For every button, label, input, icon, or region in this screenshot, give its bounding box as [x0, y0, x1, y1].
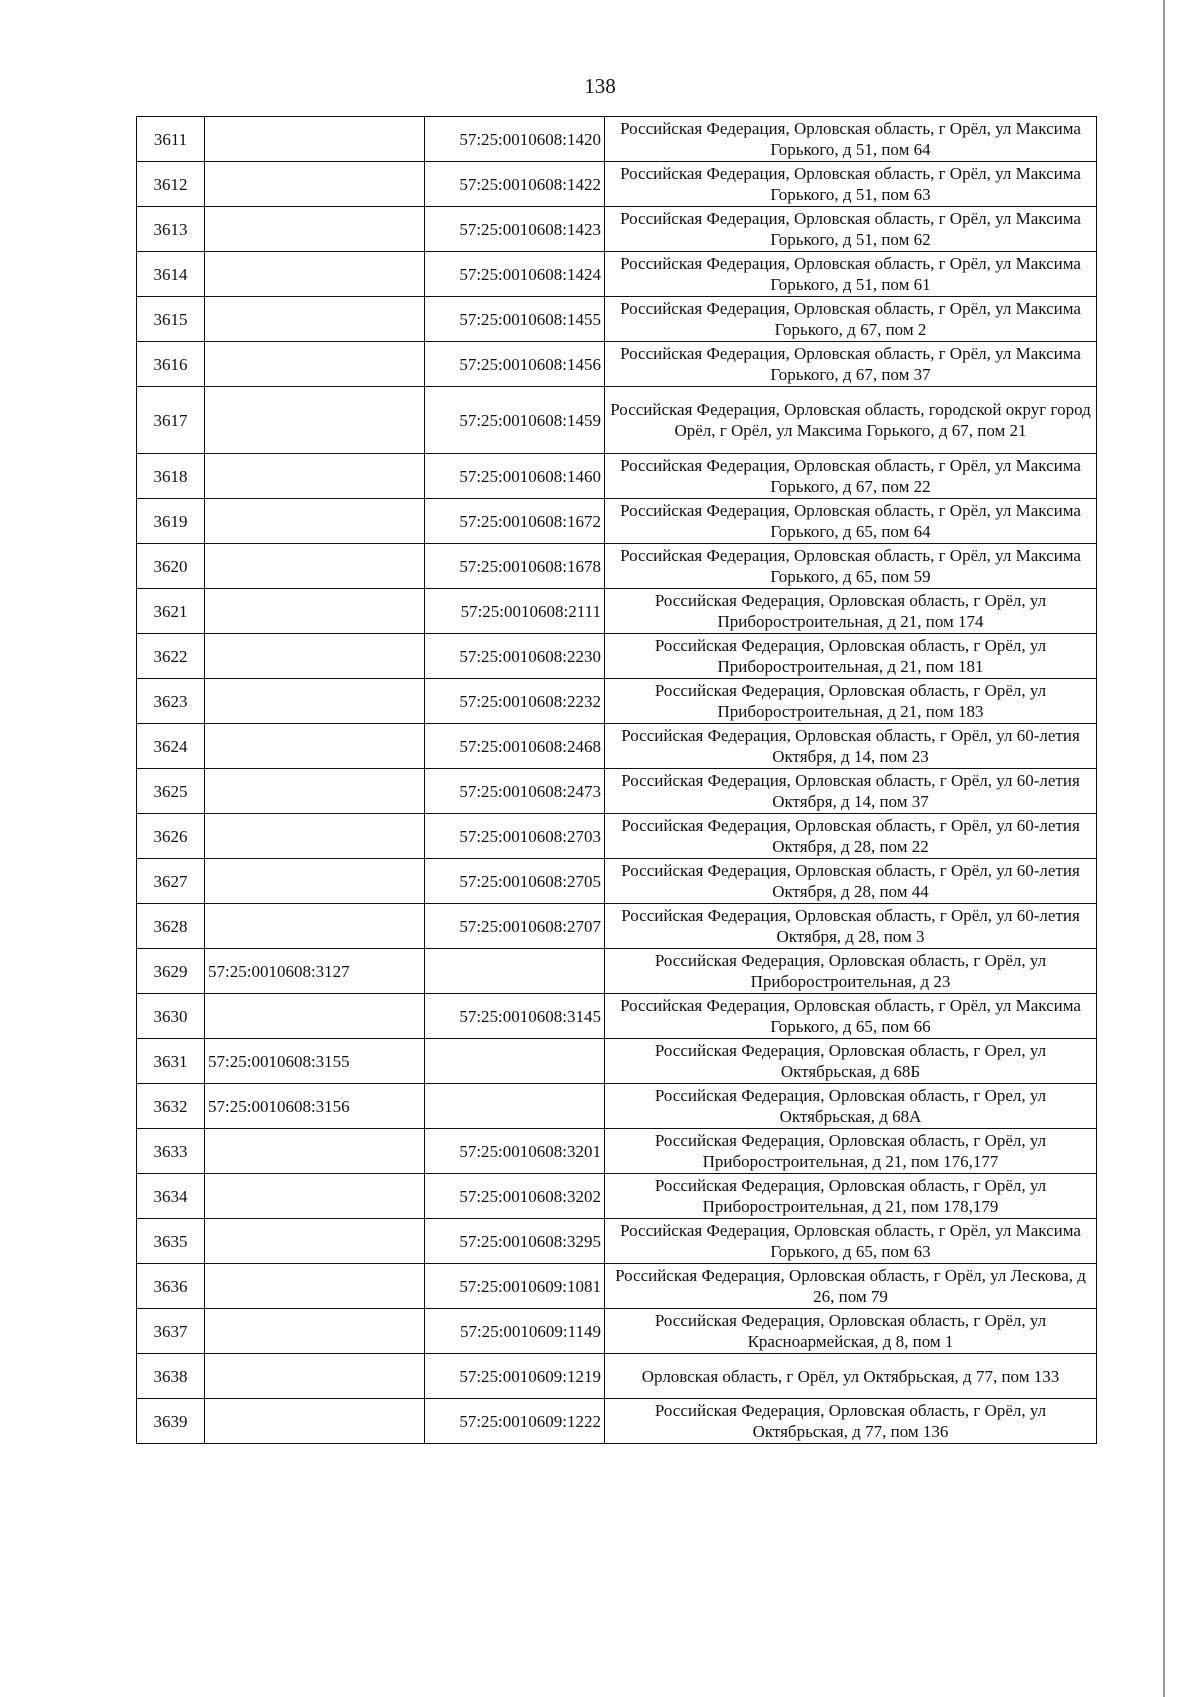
- object-cadastral-number-cell: 57:25:0010608:2703: [425, 814, 605, 859]
- address-cell: Российская Федерация, Орловская область, г Орел, ул Октябрьская, д 68А: [605, 1084, 1097, 1129]
- land-cadastral-number-cell: [205, 859, 425, 904]
- land-cadastral-number-cell: [205, 814, 425, 859]
- table-row: [137, 162, 1097, 207]
- object-cadastral-number-cell: 57:25:0010608:3295: [425, 1219, 605, 1264]
- address-cell: Российская Федерация, Орловская область, г Орёл, ул Красноармейская, д 8, пом 1: [605, 1309, 1097, 1354]
- object-cadastral-number-cell: 57:25:0010608:1424: [425, 252, 605, 297]
- address-cell: Российская Федерация, Орловская область, г Орёл, ул 60-летия Октября, д 14, пом 23: [605, 724, 1097, 769]
- address-cell: Российская Федерация, Орловская область, г Орёл, ул Приборостроительная, д 21, пом 181: [605, 634, 1097, 679]
- object-cadastral-number-cell: 57:25:0010608:2707: [425, 904, 605, 949]
- object-cadastral-number-cell: [425, 1039, 605, 1084]
- address-cell: Российская Федерация, Орловская область, г Орёл, ул Максима Горького, д 65, пом 64: [605, 499, 1097, 544]
- row-number-cell: 3631: [137, 1039, 205, 1084]
- row-number-cell: 3639: [137, 1399, 205, 1444]
- row-number-cell: 3632: [137, 1084, 205, 1129]
- row-number-cell: 3617: [137, 387, 205, 454]
- row-number-cell: 3626: [137, 814, 205, 859]
- row-number-cell: 3634: [137, 1174, 205, 1219]
- table-row: [137, 1039, 1097, 1084]
- object-cadastral-number-cell: 57:25:0010609:1222: [425, 1399, 605, 1444]
- table-row: [137, 994, 1097, 1039]
- table-row: [137, 387, 1097, 454]
- table-row: [137, 1264, 1097, 1309]
- scan-edge-line: [1163, 0, 1165, 1697]
- table-row: [137, 634, 1097, 679]
- row-number-cell: 3611: [137, 117, 205, 162]
- object-cadastral-number-cell: 57:25:0010608:3202: [425, 1174, 605, 1219]
- row-number-cell: 3636: [137, 1264, 205, 1309]
- object-cadastral-number-cell: 57:25:0010609:1149: [425, 1309, 605, 1354]
- row-number-cell: 3618: [137, 454, 205, 499]
- address-cell: Российская Федерация, Орловская область, г Орёл, ул 60-летия Октября, д 28, пом 44: [605, 859, 1097, 904]
- address-cell: Российская Федерация, Орловская область, г Орёл, ул 60-летия Октября, д 28, пом 22: [605, 814, 1097, 859]
- address-cell: Российская Федерация, Орловская область, г Орёл, ул Максима Горького, д 67, пом 22: [605, 454, 1097, 499]
- table-row: [137, 297, 1097, 342]
- address-cell: Российская Федерация, Орловская область, г Орёл, ул Лескова, д 26, пом 79: [605, 1264, 1097, 1309]
- address-cell: Российская Федерация, Орловская область, г Орёл, ул Максима Горького, д 65, пом 63: [605, 1219, 1097, 1264]
- table-row: [137, 1084, 1097, 1129]
- address-cell: Российская Федерация, Орловская область, г Орёл, ул Максима Горького, д 51, пом 63: [605, 162, 1097, 207]
- land-cadastral-number-cell: [205, 679, 425, 724]
- address-cell: Российская Федерация, Орловская область, городской округ город Орёл, г Орёл, ул Максима Горького, д 67, пом 21: [605, 387, 1097, 454]
- row-number-cell: 3622: [137, 634, 205, 679]
- address-cell: Орловская область, г Орёл, ул Октябрьская, д 77, пом 133: [605, 1354, 1097, 1399]
- object-cadastral-number-cell: 57:25:0010608:2468: [425, 724, 605, 769]
- land-cadastral-number-cell: [205, 252, 425, 297]
- table-row: [137, 589, 1097, 634]
- land-cadastral-number-cell: [205, 117, 425, 162]
- table-row: [137, 207, 1097, 252]
- address-cell: Российская Федерация, Орловская область, г Орёл, ул Приборостроительная, д 23: [605, 949, 1097, 994]
- row-number-cell: 3615: [137, 297, 205, 342]
- address-cell: Российская Федерация, Орловская область, г Орёл, ул Приборостроительная, д 21, пом 183: [605, 679, 1097, 724]
- row-number-cell: 3616: [137, 342, 205, 387]
- address-cell: Российская Федерация, Орловская область, г Орёл, ул Приборостроительная, д 21, пом 178,179: [605, 1174, 1097, 1219]
- object-cadastral-number-cell: [425, 1084, 605, 1129]
- row-number-cell: 3633: [137, 1129, 205, 1174]
- object-cadastral-number-cell: 57:25:0010608:2111: [425, 589, 605, 634]
- object-cadastral-number-cell: 57:25:0010608:2473: [425, 769, 605, 814]
- row-number-cell: 3614: [137, 252, 205, 297]
- land-cadastral-number-cell: [205, 297, 425, 342]
- land-cadastral-number-cell: [205, 162, 425, 207]
- address-cell: Российская Федерация, Орловская область, г Орел, ул Октябрьская, д 68Б: [605, 1039, 1097, 1084]
- land-cadastral-number-cell: [205, 454, 425, 499]
- table-row: [137, 454, 1097, 499]
- address-cell: Российская Федерация, Орловская область, г Орёл, ул Максима Горького, д 65, пом 66: [605, 994, 1097, 1039]
- row-number-cell: 3625: [137, 769, 205, 814]
- object-cadastral-number-cell: 57:25:0010608:1456: [425, 342, 605, 387]
- object-cadastral-number-cell: 57:25:0010609:1081: [425, 1264, 605, 1309]
- row-number-cell: 3628: [137, 904, 205, 949]
- object-cadastral-number-cell: 57:25:0010608:1423: [425, 207, 605, 252]
- table-row: [137, 724, 1097, 769]
- land-cadastral-number-cell: [205, 342, 425, 387]
- row-number-cell: 3638: [137, 1354, 205, 1399]
- object-cadastral-number-cell: 57:25:0010608:3201: [425, 1129, 605, 1174]
- object-cadastral-number-cell: 57:25:0010608:1420: [425, 117, 605, 162]
- object-cadastral-number-cell: 57:25:0010608:2230: [425, 634, 605, 679]
- row-number-cell: 3627: [137, 859, 205, 904]
- land-cadastral-number-cell: [205, 1174, 425, 1219]
- address-cell: Российская Федерация, Орловская область, г Орёл, ул Максима Горького, д 67, пом 37: [605, 342, 1097, 387]
- address-cell: Российская Федерация, Орловская область, г Орёл, ул Максима Горького, д 65, пом 59: [605, 544, 1097, 589]
- object-cadastral-number-cell: 57:25:0010608:1678: [425, 544, 605, 589]
- land-cadastral-number-cell: [205, 634, 425, 679]
- land-cadastral-number-cell: 57:25:0010608:3156: [205, 1084, 425, 1129]
- table-row: [137, 859, 1097, 904]
- land-cadastral-number-cell: [205, 1354, 425, 1399]
- object-cadastral-number-cell: 57:25:0010608:2705: [425, 859, 605, 904]
- table-row: [137, 117, 1097, 162]
- land-cadastral-number-cell: [205, 904, 425, 949]
- land-cadastral-number-cell: [205, 1309, 425, 1354]
- table-row: [137, 1129, 1097, 1174]
- land-cadastral-number-cell: [205, 1399, 425, 1444]
- land-cadastral-number-cell: 57:25:0010608:3127: [205, 949, 425, 994]
- object-cadastral-number-cell: 57:25:0010608:1459: [425, 387, 605, 454]
- object-cadastral-number-cell: 57:25:0010608:1422: [425, 162, 605, 207]
- table-row: [137, 1399, 1097, 1444]
- row-number-cell: 3619: [137, 499, 205, 544]
- address-cell: Российская Федерация, Орловская область, г Орёл, ул Октябрьская, д 77, пом 136: [605, 1399, 1097, 1444]
- address-cell: Российская Федерация, Орловская область, г Орёл, ул 60-летия Октября, д 28, пом 3: [605, 904, 1097, 949]
- object-cadastral-number-cell: 57:25:0010608:2232: [425, 679, 605, 724]
- address-cell: Российская Федерация, Орловская область, г Орёл, ул Максима Горького, д 51, пом 62: [605, 207, 1097, 252]
- land-cadastral-number-cell: [205, 724, 425, 769]
- row-number-cell: 3623: [137, 679, 205, 724]
- address-cell: Российская Федерация, Орловская область, г Орёл, ул Максима Горького, д 51, пом 64: [605, 117, 1097, 162]
- land-cadastral-number-cell: [205, 589, 425, 634]
- row-number-cell: 3635: [137, 1219, 205, 1264]
- address-cell: Российская Федерация, Орловская область, г Орёл, ул Приборостроительная, д 21, пом 176,177: [605, 1129, 1097, 1174]
- object-cadastral-number-cell: 57:25:0010608:1672: [425, 499, 605, 544]
- table-row: [137, 1174, 1097, 1219]
- row-number-cell: 3613: [137, 207, 205, 252]
- table-row: [137, 544, 1097, 589]
- table-row: [137, 769, 1097, 814]
- row-number-cell: 3621: [137, 589, 205, 634]
- land-cadastral-number-cell: [205, 499, 425, 544]
- object-cadastral-number-cell: 57:25:0010608:1455: [425, 297, 605, 342]
- table-row: [137, 814, 1097, 859]
- page-number: 138: [584, 74, 616, 98]
- row-number-cell: 3624: [137, 724, 205, 769]
- table-row: [137, 949, 1097, 994]
- table-row: [137, 342, 1097, 387]
- table-row: [137, 1219, 1097, 1264]
- land-cadastral-number-cell: [205, 387, 425, 454]
- table-row: [137, 679, 1097, 724]
- object-cadastral-number-cell: 57:25:0010609:1219: [425, 1354, 605, 1399]
- table-row: [137, 904, 1097, 949]
- land-cadastral-number-cell: [205, 994, 425, 1039]
- land-cadastral-number-cell: [205, 1219, 425, 1264]
- land-cadastral-number-cell: [205, 769, 425, 814]
- registry-table: [136, 116, 1097, 1444]
- registry-table-body: [137, 117, 1097, 1444]
- address-cell: Российская Федерация, Орловская область, г Орёл, ул 60-летия Октября, д 14, пом 37: [605, 769, 1097, 814]
- table-row: [137, 252, 1097, 297]
- land-cadastral-number-cell: [205, 207, 425, 252]
- row-number-cell: 3629: [137, 949, 205, 994]
- table-row: [137, 499, 1097, 544]
- table-row: [137, 1309, 1097, 1354]
- object-cadastral-number-cell: [425, 949, 605, 994]
- address-cell: Российская Федерация, Орловская область, г Орёл, ул Максима Горького, д 51, пом 61: [605, 252, 1097, 297]
- row-number-cell: 3612: [137, 162, 205, 207]
- row-number-cell: 3637: [137, 1309, 205, 1354]
- address-cell: Российская Федерация, Орловская область, г Орёл, ул Максима Горького, д 67, пом 2: [605, 297, 1097, 342]
- land-cadastral-number-cell: [205, 1264, 425, 1309]
- row-number-cell: 3630: [137, 994, 205, 1039]
- land-cadastral-number-cell: [205, 544, 425, 589]
- table-row: [137, 1354, 1097, 1399]
- object-cadastral-number-cell: 57:25:0010608:3145: [425, 994, 605, 1039]
- object-cadastral-number-cell: 57:25:0010608:1460: [425, 454, 605, 499]
- row-number-cell: 3620: [137, 544, 205, 589]
- land-cadastral-number-cell: [205, 1129, 425, 1174]
- land-cadastral-number-cell: 57:25:0010608:3155: [205, 1039, 425, 1084]
- address-cell: Российская Федерация, Орловская область, г Орёл, ул Приборостроительная, д 21, пом 174: [605, 589, 1097, 634]
